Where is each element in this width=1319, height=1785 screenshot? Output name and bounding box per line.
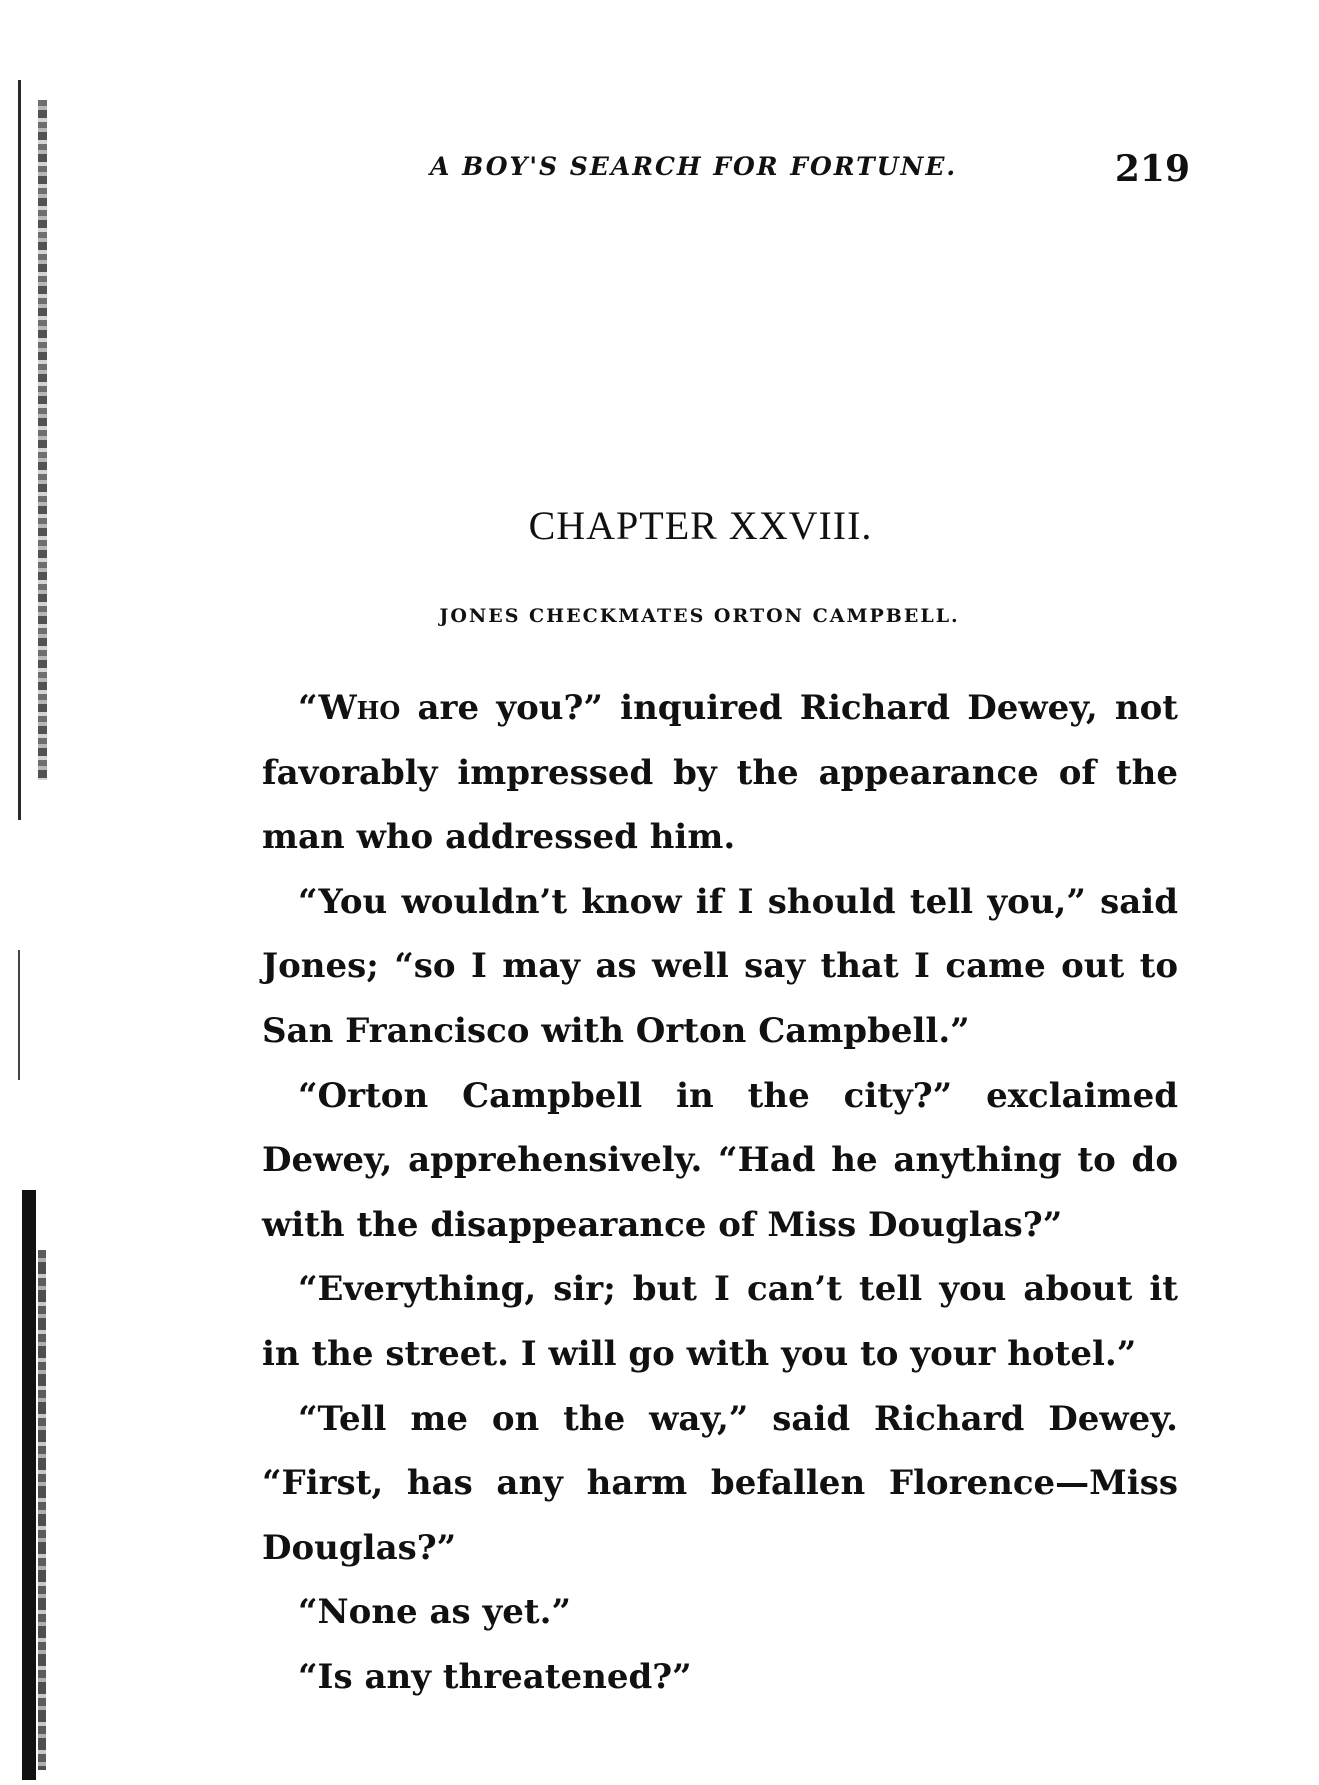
paragraph: “You wouldn’t know if I should tell you,” said Jones; “so I may as well say that I came out to San Francisco with Orton Campbell.” bbox=[262, 881, 1178, 1051]
paragraph: “Is any threatened?” bbox=[298, 1656, 692, 1697]
page-number: 219 bbox=[1114, 148, 1190, 190]
chapter-subtitle: JONES CHECKMATES ORTON CAMPBELL. bbox=[439, 605, 960, 627]
paragraph: “Everything, sir; but I can’t tell you about it in the street. I will go with you to your hotel.” bbox=[262, 1269, 1178, 1374]
body-text bbox=[262, 676, 1178, 1710]
scan-edge-artifact bbox=[38, 100, 47, 780]
paragraph-lead: “Who bbox=[298, 688, 401, 728]
chapter-title: CHAPTER XXVIII. bbox=[528, 503, 873, 548]
scan-edge-artifact bbox=[18, 950, 20, 1080]
paragraph: “Orton Campbell in the city?” exclaimed Dewey, apprehensively. “Had he anything to do with the disappearance of Miss Douglas?” bbox=[262, 1075, 1178, 1245]
page-header bbox=[430, 148, 1190, 198]
paragraph: “None as yet.” bbox=[298, 1592, 571, 1633]
scan-edge-artifact bbox=[18, 80, 21, 820]
paragraph: “Tell me on the way,” said Richard Dewey. “First, has any harm befallen Florence—Miss Douglas?” bbox=[262, 1398, 1178, 1568]
paragraph bbox=[262, 676, 1178, 870]
scan-edge-artifact bbox=[38, 1250, 46, 1770]
running-title: A BOY'S SEARCH FOR FORTUNE. bbox=[430, 152, 958, 181]
paragraph-text: are you?” inquired Richard Dewey, not favorably impressed by the appearance of the man who addressed him. bbox=[262, 688, 1178, 858]
scan-edge-artifact bbox=[22, 1190, 36, 1780]
